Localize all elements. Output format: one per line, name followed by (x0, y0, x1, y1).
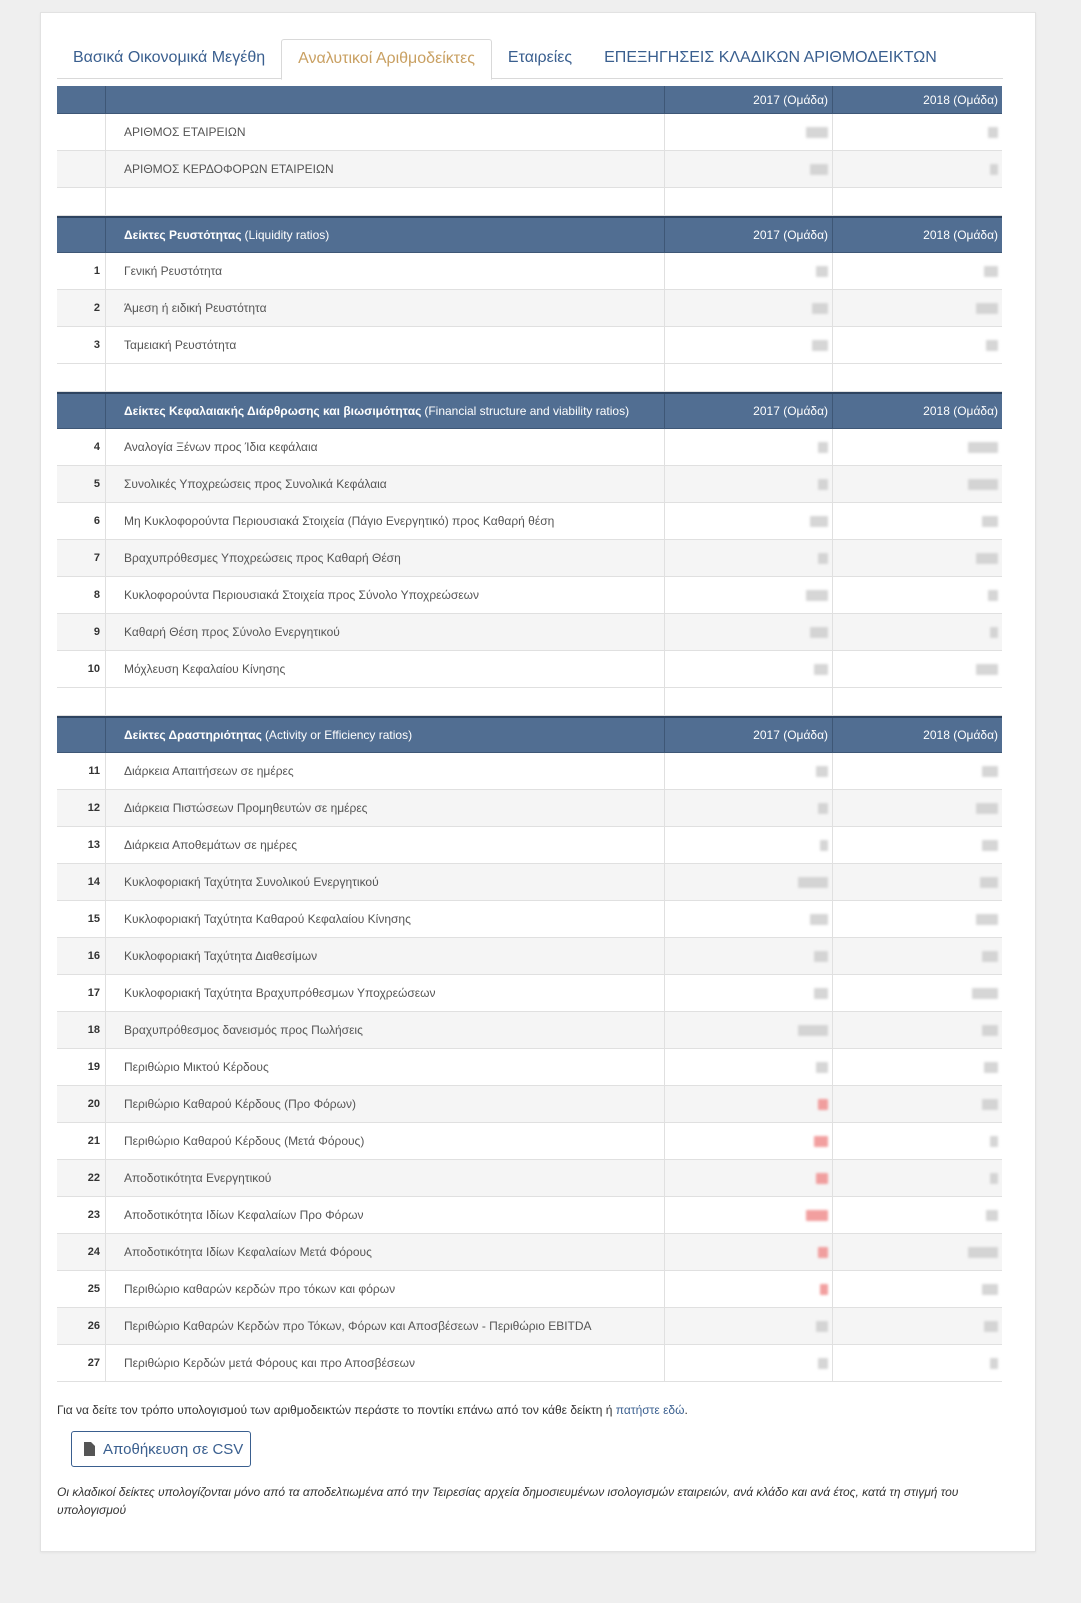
row-number: 13 (57, 827, 106, 863)
redacted-value (818, 1247, 828, 1258)
row-label[interactable]: Κυκλοφοριακή Ταχύτητα Διαθεσίμων (106, 938, 665, 974)
redacted-value (814, 951, 828, 962)
redacted-value (818, 1099, 828, 1110)
row-number: 27 (57, 1345, 106, 1381)
explanation-link[interactable]: πατήστε εδώ (615, 1403, 685, 1417)
redacted-value (988, 127, 998, 138)
tab-explanations[interactable]: ΕΠΕΞΗΓΗΣΕΙΣ ΚΛΑΔΙΚΩΝ ΑΡΙΘΜΟΔΕΙΚΤΩΝ (604, 49, 937, 66)
table-row (57, 1012, 1002, 1049)
redacted-value (812, 340, 828, 351)
row-label[interactable]: Βραχυπρόθεσμος δανεισμός προς Πωλήσεις (106, 1012, 665, 1048)
row-label[interactable]: Μόχλευση Κεφαλαίου Κίνησης (106, 651, 665, 687)
redacted-value (798, 877, 828, 888)
redacted-value (816, 1173, 828, 1184)
redacted-value (988, 590, 998, 601)
table-row (57, 290, 1002, 327)
row-label[interactable]: Άμεση ή ειδική Ρευστότητα (106, 290, 665, 326)
row-label[interactable]: Βραχυπρόθεσμες Υποχρεώσεις προς Καθαρή Θέση (106, 540, 665, 576)
section-title: Δείκτες Δραστηριότητας (124, 728, 262, 742)
section-spacer (57, 188, 1002, 216)
row-label[interactable]: Περιθώριο Καθαρού Κέρδους (Προ Φόρων) (106, 1086, 665, 1122)
save-csv-label: Αποθήκευση σε CSV (103, 1440, 244, 1458)
table-row (57, 253, 1002, 290)
redacted-value (818, 442, 828, 453)
section-subtitle: (Financial structure and viability ratios) (424, 404, 630, 418)
col-2018-header: 2018 (Ομάδα) (923, 228, 998, 242)
redacted-value (982, 516, 998, 527)
tab-basic-figures[interactable]: Βασικά Οικονομικά Μεγέθη (73, 49, 266, 66)
redacted-value (976, 303, 998, 314)
table-row (57, 429, 1002, 466)
redacted-value (982, 1284, 998, 1295)
row-label[interactable]: Κυκλοφορούντα Περιουσιακά Στοιχεία προς Σύνολο Υποχρεώσεων (106, 577, 665, 613)
table-row (57, 1234, 1002, 1271)
table-row (57, 614, 1002, 651)
table-row (57, 1308, 1002, 1345)
row-label[interactable]: Περιθώριο Καθαρού Κέρδους (Μετά Φόρους) (106, 1123, 665, 1159)
row-label[interactable]: Ταμειακή Ρευστότητα (106, 327, 665, 363)
table-row (57, 790, 1002, 827)
row-label[interactable]: Περιθώριο Καθαρών Κερδών προ Τόκων, Φόρων και Αποσβέσεων - Περιθώριο EBITDA (106, 1308, 665, 1344)
table-row (57, 151, 1002, 188)
tab-analytical-ratios[interactable]: Αναλυτικοί Αριθμοδείκτες (281, 39, 492, 80)
table-row (57, 1345, 1002, 1382)
row-label: ΑΡΙΘΜΟΣ ΚΕΡΔΟΦΟΡΩΝ ΕΤΑΙΡΕΙΩΝ (106, 151, 665, 187)
row-number: 10 (57, 651, 106, 687)
table-row (57, 577, 1002, 614)
col-2017-header: 2017 (Ομάδα) (665, 218, 833, 252)
note-text: Για να δείτε τον τρόπο υπολογισμού των αριθμοδεικτών περάστε το ποντίκι επάνω από τον κάθε δείκτη ή (57, 1403, 616, 1417)
redacted-value (980, 877, 998, 888)
save-csv-button[interactable] (71, 1431, 251, 1467)
calculation-note (57, 1403, 688, 1417)
footer-disclaimer: Οι κλαδικοί δείκτες υπολογίζονται μόνο από τα αποδελτιωμένα από την Τειρεσίας αρχεία δημοσιευμένων ισολογισμών εταιρειών, ανά κλάδο και ανά έτος, κατά τη στιγμή του υπολογισμού (57, 1485, 959, 1517)
redacted-value (818, 1358, 828, 1369)
section-title: Δείκτες Κεφαλαιακής Διάρθρωσης και βιωσιμότητας (124, 404, 422, 418)
table-row (57, 540, 1002, 577)
row-number: 26 (57, 1308, 106, 1344)
redacted-value (984, 1062, 998, 1073)
row-label: ΑΡΙΘΜΟΣ ΕΤΑΙΡΕΙΩΝ (106, 114, 665, 150)
row-label[interactable]: Κυκλοφοριακή Ταχύτητα Συνολικού Ενεργητικού (106, 864, 665, 900)
section-header (57, 716, 1002, 753)
redacted-value (816, 1321, 828, 1332)
row-label[interactable]: Μη Κυκλοφορούντα Περιουσιακά Στοιχεία (Πάγιο Ενεργητικό) προς Καθαρή θέση (106, 503, 665, 539)
row-number: 4 (57, 429, 106, 465)
redacted-value (814, 664, 828, 675)
table-row (57, 466, 1002, 503)
redacted-value (976, 553, 998, 564)
redacted-value (990, 627, 998, 638)
row-label[interactable]: Περιθώριο Κερδών μετά Φόρους και προ Αποσβέσεων (106, 1345, 665, 1381)
csv-file-icon (84, 1442, 95, 1456)
redacted-value (814, 1136, 828, 1147)
table-row (57, 753, 1002, 790)
col-2018-header: 2018 (Ομάδα) (923, 728, 998, 742)
row-number: 15 (57, 901, 106, 937)
redacted-value (818, 553, 828, 564)
section-header (57, 392, 1002, 429)
ratios-table (57, 86, 1002, 1382)
redacted-value (990, 164, 998, 175)
table-row (57, 1086, 1002, 1123)
table-row (57, 114, 1002, 151)
row-number: 23 (57, 1197, 106, 1233)
redacted-value (810, 627, 828, 638)
redacted-value (990, 1173, 998, 1184)
row-label[interactable]: Αναλογία Ξένων προς Ίδια κεφάλαια (106, 429, 665, 465)
table-row (57, 1049, 1002, 1086)
row-number: 14 (57, 864, 106, 900)
redacted-value (990, 1358, 998, 1369)
ratios-card (40, 12, 1036, 1552)
table-row (57, 1271, 1002, 1308)
table-row (57, 864, 1002, 901)
redacted-value (798, 1025, 828, 1036)
redacted-value (990, 1136, 998, 1147)
redacted-value (816, 1062, 828, 1073)
redacted-value (820, 1284, 828, 1295)
row-number: 2 (57, 290, 106, 326)
table-row (57, 938, 1002, 975)
row-number: 17 (57, 975, 106, 1011)
row-number: 12 (57, 790, 106, 826)
redacted-value (982, 1099, 998, 1110)
table-row (57, 327, 1002, 364)
table-row (57, 651, 1002, 688)
col-2018-header: 2018 (Ομάδα) (923, 92, 998, 107)
redacted-value (972, 988, 998, 999)
row-number: 22 (57, 1160, 106, 1196)
redacted-value (982, 840, 998, 851)
table-row (57, 827, 1002, 864)
redacted-value (820, 840, 828, 851)
row-label[interactable]: Διάρκεια Πιστώσεων Προμηθευτών σε ημέρες (106, 790, 665, 826)
redacted-value (818, 479, 828, 490)
table-row (57, 901, 1002, 938)
row-label[interactable]: Αποδοτικότητα Ενεργητικού (106, 1160, 665, 1196)
redacted-value (810, 164, 828, 175)
redacted-value (982, 951, 998, 962)
row-label[interactable]: Αποδοτικότητα Ιδίων Κεφαλαίων Προ Φόρων (106, 1197, 665, 1233)
row-label[interactable]: Γενική Ρευστότητα (106, 253, 665, 289)
table-row (57, 503, 1002, 540)
table-header (57, 86, 1002, 114)
row-number: 25 (57, 1271, 106, 1307)
row-number: 24 (57, 1234, 106, 1270)
tab-bar (57, 39, 1003, 79)
section-subtitle: (Liquidity ratios) (244, 228, 330, 242)
row-number: 5 (57, 466, 106, 502)
row-number: 9 (57, 614, 106, 650)
redacted-value (968, 479, 998, 490)
redacted-value (984, 1321, 998, 1332)
section-subtitle: (Activity or Efficiency ratios) (264, 728, 413, 742)
table-row (57, 1160, 1002, 1197)
row-number: 20 (57, 1086, 106, 1122)
redacted-value (976, 664, 998, 675)
redacted-value (982, 1025, 998, 1036)
row-number: 11 (57, 753, 106, 789)
redacted-value (806, 127, 828, 138)
tab-companies[interactable]: Εταιρείες (507, 49, 573, 66)
row-number: 1 (57, 253, 106, 289)
section-spacer (57, 688, 1002, 716)
redacted-value (810, 914, 828, 925)
row-label[interactable]: Διάρκεια Αποθεμάτων σε ημέρες (106, 827, 665, 863)
row-number: 19 (57, 1049, 106, 1085)
table-row (57, 1123, 1002, 1160)
row-number: 21 (57, 1123, 106, 1159)
section-title: Δείκτες Ρευστότητας (124, 228, 242, 242)
row-label[interactable]: Περιθώριο Μικτού Κέρδους (106, 1049, 665, 1085)
redacted-value (816, 766, 828, 777)
row-number: 3 (57, 327, 106, 363)
redacted-value (976, 803, 998, 814)
row-number: 7 (57, 540, 106, 576)
col-2018-header: 2018 (Ομάδα) (923, 404, 998, 418)
redacted-value (814, 988, 828, 999)
row-label[interactable]: Αποδοτικότητα Ιδίων Κεφαλαίων Μετά Φόρους (106, 1234, 665, 1270)
redacted-value (806, 1210, 828, 1221)
row-label[interactable]: Διάρκεια Απαιτήσεων σε ημέρες (106, 753, 665, 789)
redacted-value (806, 590, 828, 601)
table-row (57, 975, 1002, 1012)
row-label[interactable]: Περιθώριο καθαρών κερδών προ τόκων και φόρων (106, 1271, 665, 1307)
row-label[interactable]: Συνολικές Υποχρεώσεις προς Συνολικά Κεφάλαια (106, 466, 665, 502)
col-2017-header: 2017 (Ομάδα) (665, 394, 833, 428)
col-2017-header: 2017 (Ομάδα) (665, 86, 833, 113)
redacted-value (982, 766, 998, 777)
redacted-value (968, 1247, 998, 1258)
row-number: 16 (57, 938, 106, 974)
redacted-value (818, 803, 828, 814)
col-2017-header: 2017 (Ομάδα) (665, 718, 833, 752)
row-label[interactable]: Κυκλοφοριακή Ταχύτητα Βραχυπρόθεσμων Υποχρεώσεων (106, 975, 665, 1011)
redacted-value (986, 1210, 998, 1221)
redacted-value (810, 516, 828, 527)
row-label[interactable]: Κυκλοφοριακή Ταχύτητα Καθαρού Κεφαλαίου Κίνησης (106, 901, 665, 937)
redacted-value (976, 914, 998, 925)
redacted-value (812, 303, 828, 314)
row-number: 6 (57, 503, 106, 539)
redacted-value (986, 340, 998, 351)
row-number: 8 (57, 577, 106, 613)
redacted-value (816, 266, 828, 277)
redacted-value (984, 266, 998, 277)
redacted-value (968, 442, 998, 453)
section-header (57, 216, 1002, 253)
table-row (57, 1197, 1002, 1234)
section-spacer (57, 364, 1002, 392)
row-label[interactable]: Καθαρή Θέση προς Σύνολο Ενεργητικού (106, 614, 665, 650)
note-tail: . (684, 1403, 688, 1417)
row-number: 18 (57, 1012, 106, 1048)
